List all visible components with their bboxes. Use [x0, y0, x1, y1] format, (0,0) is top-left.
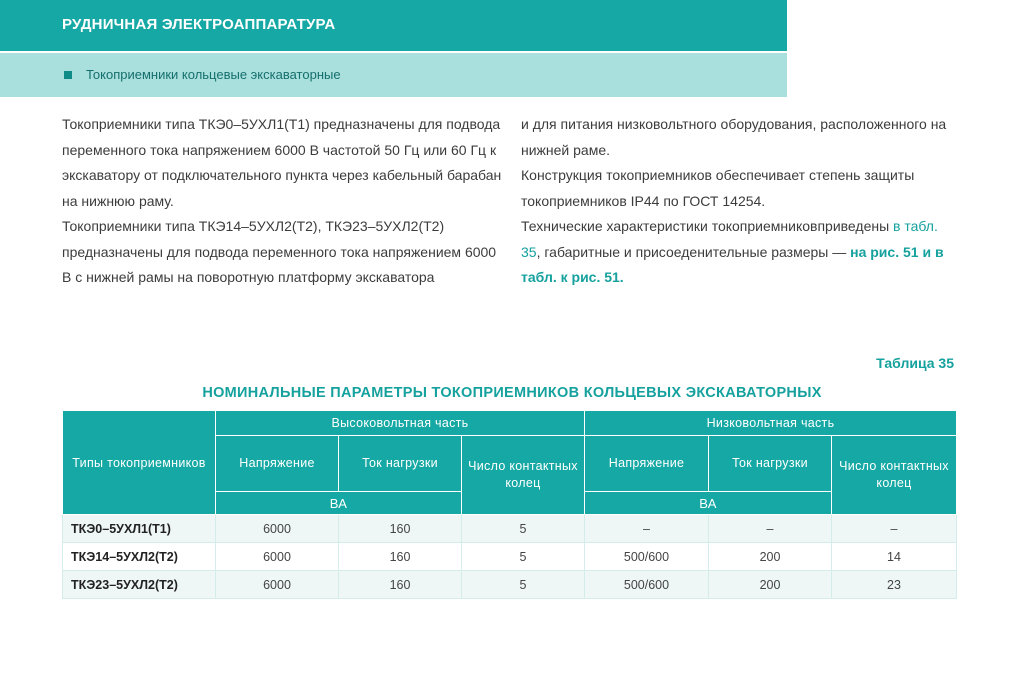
- table-title: НОМИНАЛЬНЫЕ ПАРАМЕТРЫ ТОКОПРИЕМНИКОВ КОЛЬЦЕВЫХ ЭКСКАВАТОРНЫХ: [202, 385, 822, 401]
- header-hv-current: Ток нагрузки: [339, 436, 462, 492]
- cell: –: [585, 515, 709, 543]
- subsection-title: Токоприемники кольцевые экскаваторные: [86, 67, 341, 82]
- cell: 200: [709, 571, 832, 599]
- header-types: Типы токоприемников: [63, 411, 216, 515]
- cell: 14: [832, 543, 957, 571]
- paragraph: Токоприемники типа ТКЭ14–5УХЛ2(Т2), ТКЭ23–5УХЛ2(Т2) предназначены для подвода переменного тока напряжением 6000 В с нижней рамы на поворотную платформу экскаватора: [62, 218, 497, 285]
- cell: –: [709, 515, 832, 543]
- header-lv-unit: ВА: [585, 492, 832, 515]
- square-bullet-icon: [64, 71, 72, 79]
- cell-type: ТКЭ0–5УХЛ1(Т1): [63, 515, 216, 543]
- text-column-left: [62, 112, 502, 291]
- cell: 6000: [216, 515, 339, 543]
- paragraph: Конструкция токоприемников обеспечивает степень защиты токоприемников IP44 по ГОСТ 14254.: [521, 167, 915, 209]
- header-lv-rings: Число контактных колец: [832, 436, 957, 515]
- cell: 160: [339, 571, 462, 599]
- header-lv-current: Ток нагрузки: [709, 436, 832, 492]
- cell: 5: [462, 571, 585, 599]
- cell: 6000: [216, 571, 339, 599]
- table-row: [63, 543, 957, 571]
- figure-link[interactable]: на рис. 51 и в табл. к рис. 51.: [521, 243, 944, 285]
- cell: 200: [709, 543, 832, 571]
- table-row: [63, 515, 957, 543]
- table-number: Таблица 35: [876, 355, 954, 371]
- cell: 160: [339, 515, 462, 543]
- header-hv-rings: Число контактных колец: [462, 436, 585, 515]
- paragraph: и для питания низковольтного оборудования, расположенного на нижней раме.: [521, 116, 947, 158]
- header-hv-unit: ВА: [216, 492, 462, 515]
- header-high-voltage: Высоковольтная часть: [216, 411, 585, 436]
- cell: 5: [462, 515, 585, 543]
- text-span: , габаритные и присоеденительные размеры —: [536, 243, 851, 260]
- cell: 23: [832, 571, 957, 599]
- section-header-bar: [0, 0, 787, 51]
- parameters-table: [62, 410, 957, 599]
- header-lv-voltage: Напряжение: [585, 436, 709, 492]
- subsection-header-bar: [0, 53, 787, 97]
- text-span: Технические характеристики токоприемниковприведены: [521, 218, 894, 234]
- cell: –: [832, 515, 957, 543]
- table-link[interactable]: в табл. 35: [521, 218, 938, 260]
- cell: 6000: [216, 543, 339, 571]
- cell: 160: [339, 543, 462, 571]
- cell-type: ТКЭ23–5УХЛ2(Т2): [63, 571, 216, 599]
- cell: 500/600: [585, 543, 709, 571]
- text-column-right: [521, 112, 961, 291]
- header-hv-voltage: Напряжение: [216, 436, 339, 492]
- section-title: РУДНИЧНАЯ ЭЛЕКТРОАППАРАТУРА: [62, 16, 336, 33]
- cell: 500/600: [585, 571, 709, 599]
- table-row: [63, 571, 957, 599]
- cell: 5: [462, 543, 585, 571]
- paragraph: [521, 214, 961, 291]
- cell-type: ТКЭ14–5УХЛ2(Т2): [63, 543, 216, 571]
- header-low-voltage: Низковольтная часть: [585, 411, 957, 436]
- paragraph: Токоприемники типа ТКЭ0–5УХЛ1(Т1) предназначены для подвода переменного тока напряжением 6000 В частотой 50 Гц или 60 Гц к экскаватору от подключательного пункта через кабельный барабан на нижнюю раму.: [62, 116, 502, 209]
